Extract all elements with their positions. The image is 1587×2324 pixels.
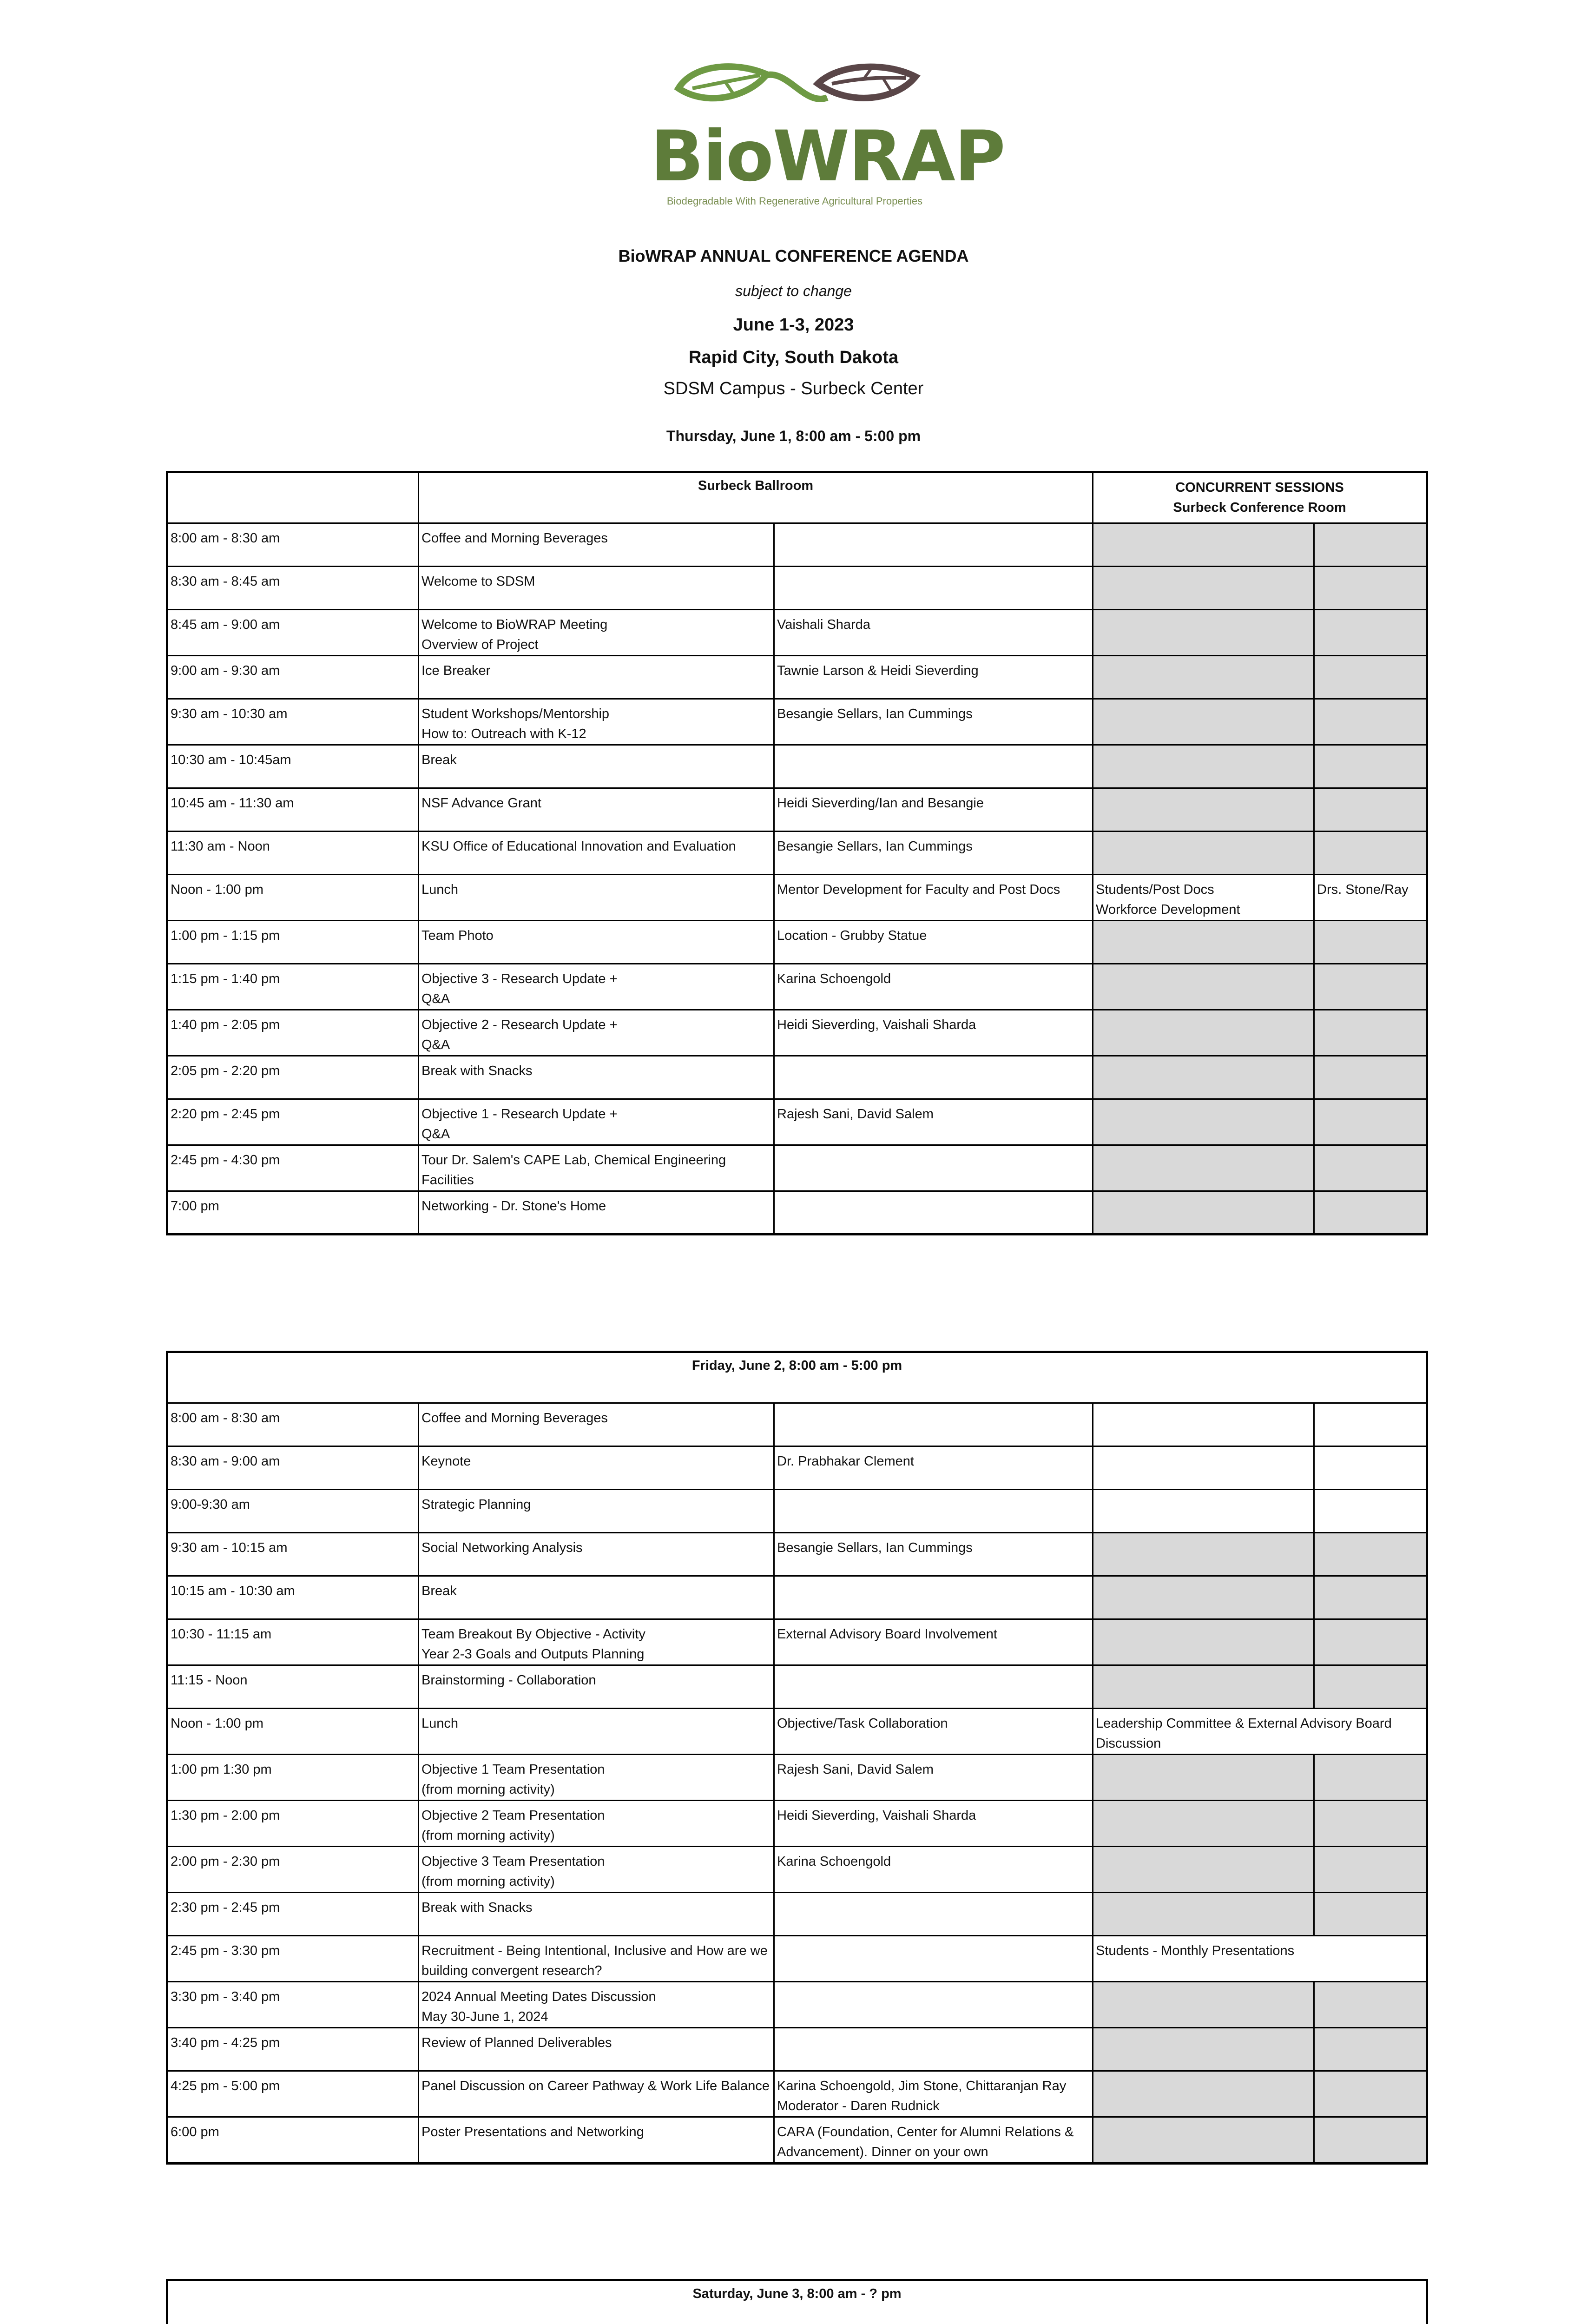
session-cell: Lunch — [419, 875, 774, 921]
agenda-row — [167, 1893, 1427, 1936]
saturday-heading: Saturday, June 3, 8:00 am - ? pm — [167, 2280, 1427, 2324]
time-cell: 1:15 pm - 1:40 pm — [167, 964, 419, 1010]
agenda-row — [167, 1403, 1427, 1446]
speaker-cell: Dr. Prabhakar Clement — [774, 1446, 1093, 1490]
concurrent-session-cell — [1093, 1191, 1314, 1235]
session-cell: Coffee and Morning Beverages — [419, 523, 774, 567]
agenda-row — [167, 1099, 1427, 1145]
concurrent-speaker-cell — [1314, 1847, 1427, 1893]
time-cell: 1:00 pm - 1:15 pm — [167, 921, 419, 964]
speaker-cell — [774, 1665, 1093, 1709]
speaker-cell: Karina Schoengold — [774, 964, 1093, 1010]
speaker-cell: Karina Schoengold — [774, 1847, 1093, 1893]
time-cell: 4:25 pm - 5:00 pm — [167, 2071, 419, 2117]
agenda-row — [167, 656, 1427, 699]
concurrent-speaker-cell — [1314, 1982, 1427, 2028]
speaker-cell: Location - Grubby Statue — [774, 921, 1093, 964]
session-cell: Team Breakout By Objective - Activity Year 2-3 Goals and Outputs Planning — [419, 1619, 774, 1665]
agenda-row — [167, 1056, 1427, 1099]
session-cell: Panel Discussion on Career Pathway & Work Life Balance — [419, 2071, 774, 2117]
time-cell: 8:45 am - 9:00 am — [167, 610, 419, 656]
time-cell: 9:30 am - 10:15 am — [167, 1533, 419, 1576]
time-cell: 1:30 pm - 2:00 pm — [167, 1801, 419, 1847]
speaker-cell — [774, 1936, 1093, 1982]
agenda-row — [167, 1755, 1427, 1801]
agenda-row — [167, 832, 1427, 875]
session-cell: Strategic Planning — [419, 1490, 774, 1533]
speaker-cell — [774, 1490, 1093, 1533]
agenda-row — [167, 1847, 1427, 1893]
concurrent-session-cell — [1093, 1099, 1314, 1145]
concurrent-session-cell — [1093, 1010, 1314, 1056]
concurrent-speaker-cell — [1314, 1446, 1427, 1490]
speaker-cell: Besangie Sellars, Ian Cummings — [774, 699, 1093, 745]
concurrent-speaker-cell — [1314, 1801, 1427, 1847]
session-cell: Objective 2 Team Presentation (from morning activity) — [419, 1801, 774, 1847]
concurrent-speaker-cell — [1314, 1099, 1427, 1145]
concurrent-session-cell — [1093, 1755, 1314, 1801]
session-cell: Review of Planned Deliverables — [419, 2028, 774, 2071]
agenda-row — [167, 2117, 1427, 2164]
concurrent-session-cell: Students/Post Docs Workforce Development — [1093, 875, 1314, 921]
time-cell: Noon - 1:00 pm — [167, 875, 419, 921]
agenda-row — [167, 1191, 1427, 1235]
concurrent-speaker-cell — [1314, 788, 1427, 832]
speaker-cell — [774, 567, 1093, 610]
concurrent-session-cell — [1093, 921, 1314, 964]
thursday-heading: Thursday, June 1, 8:00 am - 5:00 pm — [666, 428, 921, 444]
agenda-row — [167, 921, 1427, 964]
agenda-row — [167, 699, 1427, 745]
speaker-cell: Heidi Sieverding/Ian and Besangie — [774, 788, 1093, 832]
concurrent-speaker-cell: Drs. Stone/Ray — [1314, 875, 1427, 921]
time-cell: 3:40 pm - 4:25 pm — [167, 2028, 419, 2071]
concurrent-session-cell — [1093, 2028, 1314, 2071]
speaker-cell: Objective/Task Collaboration — [774, 1709, 1093, 1755]
agenda-row — [167, 1145, 1427, 1191]
thursday-agenda-table — [166, 471, 1428, 1235]
concurrent-speaker-cell — [1314, 921, 1427, 964]
ballroom-header: Surbeck Ballroom — [419, 472, 1093, 523]
concurrent-speaker-cell — [1314, 1619, 1427, 1665]
session-cell: KSU Office of Educational Innovation and Evaluation — [419, 832, 774, 875]
concurrent-session-cell — [1093, 964, 1314, 1010]
concurrent-session-cell — [1093, 699, 1314, 745]
speaker-cell: Besangie Sellars, Ian Cummings — [774, 1533, 1093, 1576]
concurrent-speaker-cell — [1314, 1145, 1427, 1191]
concurrent-speaker-cell — [1314, 832, 1427, 875]
agenda-row — [167, 1576, 1427, 1619]
time-cell: 2:00 pm - 2:30 pm — [167, 1847, 419, 1893]
concurrent-speaker-cell — [1314, 1403, 1427, 1446]
session-cell: Coffee and Morning Beverages — [419, 1403, 774, 1446]
concurrent-session-cell — [1093, 1619, 1314, 1665]
time-header — [167, 472, 419, 523]
conference-city: Rapid City, South Dakota — [688, 348, 899, 367]
session-cell: Break with Snacks — [419, 1056, 774, 1099]
concurrent-speaker-cell — [1314, 610, 1427, 656]
concurrent-session-cell — [1093, 2071, 1314, 2117]
concurrent-speaker-cell — [1314, 745, 1427, 788]
time-cell: 2:45 pm - 4:30 pm — [167, 1145, 419, 1191]
speaker-cell — [774, 745, 1093, 788]
time-cell: 6:00 pm — [167, 2117, 419, 2164]
time-cell: 8:30 am - 9:00 am — [167, 1446, 419, 1490]
speaker-cell: Heidi Sieverding, Vaishali Sharda — [774, 1801, 1093, 1847]
concurrent-speaker-cell — [1314, 523, 1427, 567]
agenda-row — [167, 1619, 1427, 1665]
session-cell: Objective 1 Team Presentation (from morning activity) — [419, 1755, 774, 1801]
session-cell: Keynote — [419, 1446, 774, 1490]
concurrent-session-cell — [1093, 1982, 1314, 2028]
time-cell: Noon - 1:00 pm — [167, 1709, 419, 1755]
concurrent-room: Surbeck Conference Room — [1173, 500, 1346, 515]
agenda-row — [167, 1010, 1427, 1056]
concurrent-speaker-cell — [1314, 1056, 1427, 1099]
concurrent-session-cell — [1093, 567, 1314, 610]
leaf-logo-icon — [665, 56, 925, 121]
agenda-row — [167, 788, 1427, 832]
time-cell: 2:45 pm - 3:30 pm — [167, 1936, 419, 1982]
concurrent-session-cell: Students - Monthly Presentations — [1093, 1936, 1427, 1982]
session-cell: Break with Snacks — [419, 1893, 774, 1936]
session-cell: Break — [419, 745, 774, 788]
biowrap-logo — [651, 56, 1005, 207]
session-cell: Objective 3 - Research Update + Q&A — [419, 964, 774, 1010]
page-title: BioWRAP ANNUAL CONFERENCE AGENDA — [618, 246, 969, 265]
session-cell: Brainstorming - Collaboration — [419, 1665, 774, 1709]
time-cell: 7:00 pm — [167, 1191, 419, 1235]
concurrent-header — [1093, 472, 1427, 523]
time-cell: 9:00-9:30 am — [167, 1490, 419, 1533]
concurrent-speaker-cell — [1314, 2028, 1427, 2071]
page-subtitle: subject to change — [735, 283, 852, 299]
concurrent-speaker-cell — [1314, 1191, 1427, 1235]
concurrent-session-cell — [1093, 1533, 1314, 1576]
agenda-row — [167, 523, 1427, 567]
speaker-cell: Karina Schoengold, Jim Stone, Chittaranjan Ray Moderator - Daren Rudnick — [774, 2071, 1093, 2117]
time-cell: 2:05 pm - 2:20 pm — [167, 1056, 419, 1099]
speaker-cell: Rajesh Sani, David Salem — [774, 1099, 1093, 1145]
time-cell: 2:30 pm - 2:45 pm — [167, 1893, 419, 1936]
time-cell: 10:15 am - 10:30 am — [167, 1576, 419, 1619]
agenda-row — [167, 1446, 1427, 1490]
concurrent-speaker-cell — [1314, 656, 1427, 699]
concurrent-session-cell — [1093, 832, 1314, 875]
concurrent-speaker-cell — [1314, 1576, 1427, 1619]
time-cell: 11:15 - Noon — [167, 1665, 419, 1709]
time-cell: 1:00 pm 1:30 pm — [167, 1755, 419, 1801]
speaker-cell — [774, 1145, 1093, 1191]
speaker-cell — [774, 1056, 1093, 1099]
speaker-cell: CARA (Foundation, Center for Alumni Relations & Advancement). Dinner on your own — [774, 2117, 1093, 2164]
speaker-cell — [774, 1576, 1093, 1619]
friday-agenda-table — [166, 1351, 1428, 2165]
time-cell: 3:30 pm - 3:40 pm — [167, 1982, 419, 2028]
agenda-row — [167, 745, 1427, 788]
session-cell: Poster Presentations and Networking — [419, 2117, 774, 2164]
agenda-row — [167, 964, 1427, 1010]
concurrent-speaker-cell — [1314, 964, 1427, 1010]
agenda-row — [167, 1709, 1427, 1755]
time-cell: 10:45 am - 11:30 am — [167, 788, 419, 832]
session-cell: Social Networking Analysis — [419, 1533, 774, 1576]
concurrent-session-cell — [1093, 2117, 1314, 2164]
friday-heading: Friday, June 2, 8:00 am - 5:00 pm — [167, 1352, 1427, 1403]
speaker-cell: External Advisory Board Involvement — [774, 1619, 1093, 1665]
time-cell: 1:40 pm - 2:05 pm — [167, 1010, 419, 1056]
concurrent-session-cell — [1093, 1801, 1314, 1847]
concurrent-speaker-cell — [1314, 1755, 1427, 1801]
session-cell: Lunch — [419, 1709, 774, 1755]
session-cell: Recruitment - Being Intentional, Inclusive and How are we building convergent research? — [419, 1936, 774, 1982]
time-cell: 8:30 am - 8:45 am — [167, 567, 419, 610]
session-cell: Ice Breaker — [419, 656, 774, 699]
concurrent-title: CONCURRENT SESSIONS — [1175, 480, 1344, 495]
saturday-agenda-table — [166, 2279, 1428, 2324]
agenda-row — [167, 610, 1427, 656]
concurrent-session-cell — [1093, 523, 1314, 567]
time-cell: 8:00 am - 8:30 am — [167, 1403, 419, 1446]
concurrent-session-cell — [1093, 610, 1314, 656]
speaker-cell — [774, 1403, 1093, 1446]
concurrent-speaker-cell — [1314, 1893, 1427, 1936]
time-cell: 11:30 am - Noon — [167, 832, 419, 875]
session-cell: Tour Dr. Salem's CAPE Lab, Chemical Engineering Facilities — [419, 1145, 774, 1191]
concurrent-speaker-cell — [1314, 1665, 1427, 1709]
speaker-cell — [774, 1982, 1093, 2028]
concurrent-speaker-cell — [1314, 699, 1427, 745]
concurrent-session-cell — [1093, 745, 1314, 788]
agenda-row — [167, 1982, 1427, 2028]
time-cell: 8:00 am - 8:30 am — [167, 523, 419, 567]
session-cell: Objective 3 Team Presentation (from morning activity) — [419, 1847, 774, 1893]
agenda-row — [167, 2028, 1427, 2071]
conference-venue: SDSM Campus - Surbeck Center — [663, 379, 924, 398]
concurrent-session-cell: Leadership Committee & External Advisory Board Discussion — [1093, 1709, 1427, 1755]
session-cell: Networking - Dr. Stone's Home — [419, 1191, 774, 1235]
speaker-cell — [774, 2028, 1093, 2071]
concurrent-speaker-cell — [1314, 2071, 1427, 2117]
session-cell: Objective 2 - Research Update + Q&A — [419, 1010, 774, 1056]
agenda-row — [167, 1490, 1427, 1533]
speaker-cell: Besangie Sellars, Ian Cummings — [774, 832, 1093, 875]
concurrent-session-cell — [1093, 1847, 1314, 1893]
session-cell: Student Workshops/Mentorship How to: Outreach with K-12 — [419, 699, 774, 745]
time-cell: 2:20 pm - 2:45 pm — [167, 1099, 419, 1145]
concurrent-speaker-cell — [1314, 2117, 1427, 2164]
agenda-row — [167, 2071, 1427, 2117]
session-cell: Welcome to BioWRAP Meeting Overview of Project — [419, 610, 774, 656]
concurrent-session-cell — [1093, 1403, 1314, 1446]
time-cell: 10:30 am - 10:45am — [167, 745, 419, 788]
time-cell: 9:30 am - 10:30 am — [167, 699, 419, 745]
speaker-cell: Vaishali Sharda — [774, 610, 1093, 656]
concurrent-session-cell — [1093, 656, 1314, 699]
speaker-cell — [774, 523, 1093, 567]
session-cell: 2024 Annual Meeting Dates Discussion May 30-June 1, 2024 — [419, 1982, 774, 2028]
concurrent-speaker-cell — [1314, 1490, 1427, 1533]
logo-tagline: Biodegradable With Regenerative Agricultural Properties — [666, 195, 923, 207]
concurrent-speaker-cell — [1314, 1533, 1427, 1576]
concurrent-session-cell — [1093, 1056, 1314, 1099]
session-cell: NSF Advance Grant — [419, 788, 774, 832]
speaker-cell: Mentor Development for Faculty and Post Docs — [774, 875, 1093, 921]
agenda-row — [167, 1801, 1427, 1847]
concurrent-speaker-cell — [1314, 1010, 1427, 1056]
concurrent-session-cell — [1093, 1665, 1314, 1709]
concurrent-session-cell — [1093, 1576, 1314, 1619]
agenda-row — [167, 875, 1427, 921]
speaker-cell: Rajesh Sani, David Salem — [774, 1755, 1093, 1801]
agenda-row — [167, 567, 1427, 610]
conference-dates: June 1-3, 2023 — [733, 315, 854, 335]
concurrent-session-cell — [1093, 1446, 1314, 1490]
speaker-cell: Heidi Sieverding, Vaishali Sharda — [774, 1010, 1093, 1056]
concurrent-session-cell — [1093, 1145, 1314, 1191]
speaker-cell — [774, 1893, 1093, 1936]
speaker-cell — [774, 1191, 1093, 1235]
session-cell: Objective 1 - Research Update + Q&A — [419, 1099, 774, 1145]
time-cell: 10:30 - 11:15 am — [167, 1619, 419, 1665]
agenda-row — [167, 1533, 1427, 1576]
session-cell: Break — [419, 1576, 774, 1619]
session-cell: Welcome to SDSM — [419, 567, 774, 610]
session-cell: Team Photo — [419, 921, 774, 964]
concurrent-session-cell — [1093, 788, 1314, 832]
speaker-cell: Tawnie Larson & Heidi Sieverding — [774, 656, 1093, 699]
concurrent-session-cell — [1093, 1490, 1314, 1533]
logo-wordmark: BioWRAP — [651, 116, 1005, 197]
agenda-row — [167, 1936, 1427, 1982]
concurrent-session-cell — [1093, 1893, 1314, 1936]
agenda-row — [167, 1665, 1427, 1709]
time-cell: 9:00 am - 9:30 am — [167, 656, 419, 699]
concurrent-speaker-cell — [1314, 567, 1427, 610]
